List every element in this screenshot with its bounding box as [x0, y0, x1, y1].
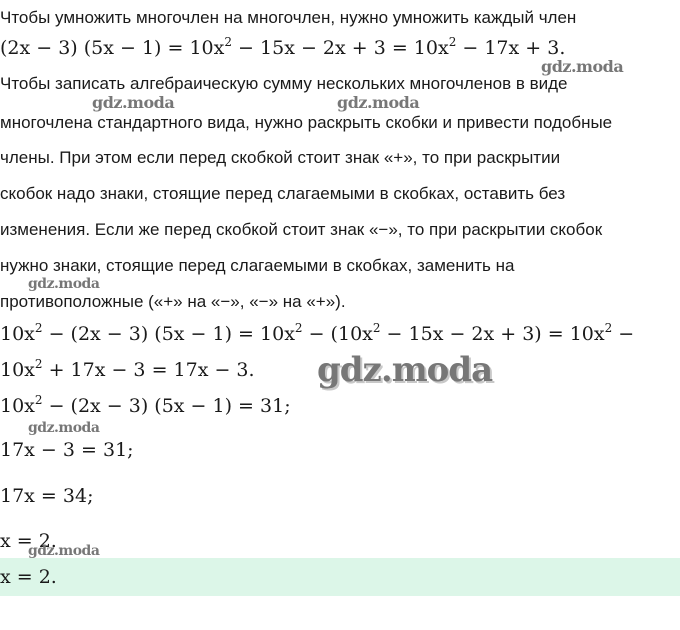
exponent: 2: [604, 321, 613, 335]
answer-highlight: [0, 558, 680, 596]
final-answer: x = 2.: [0, 566, 57, 588]
eq3-part-b: + 17x − 3 = 17x − 3.: [42, 359, 255, 381]
equation-solve-2: 17x − 3 = 31;: [0, 439, 134, 461]
text-line-3: многочлена стандартного вида, нужно раскрыть скобки и привести подобные: [0, 113, 613, 132]
eq2-part-c: − (10x: [302, 323, 373, 345]
equation-solve-4: x = 2.: [0, 530, 57, 552]
exponent: 2: [294, 321, 303, 335]
eq2-part-a: 10x: [0, 323, 35, 345]
text-line-2: Чтобы записать алгебраическую сумму нескольких многочленов в виде: [0, 74, 568, 93]
watermark-logo: gdz.moda: [28, 276, 100, 292]
equation-simplify-1: [0, 322, 634, 346]
exponent: 2: [34, 357, 43, 371]
equation-solve-3: 17x = 34;: [0, 485, 94, 507]
eq3-part-a: 10x: [0, 359, 35, 381]
watermark-logo: gdz.moda: [541, 57, 624, 76]
text-line-4: члены. При этом если перед скобкой стоит знак «+», то при раскрытии: [0, 148, 561, 167]
text-line-7: нужно знаки, стоящие перед слагаемыми в скобках, заменить на: [0, 256, 515, 275]
eq1-part-a: (2x − 3) (5x − 1) = 10x: [0, 37, 225, 59]
text-line-5: скобок надо знаки, стоящие перед слагаемыми в скобках, оставить без: [0, 184, 566, 203]
watermark-logo: gdz.moda: [28, 420, 100, 436]
eq2-part-b: − (2x − 3) (5x − 1) = 10x: [42, 323, 295, 345]
eq1-part-c: − 17x + 3.: [456, 37, 566, 59]
exponent: 2: [448, 35, 457, 49]
text-line-1: Чтобы умножить многочлен на многочлен, нужно умножить каждый член: [0, 8, 577, 27]
watermark-logo-large: gdz.moda: [317, 350, 493, 390]
equation-expansion: [0, 36, 565, 60]
eq4-part-a: 10x: [0, 395, 35, 417]
exponent: 2: [224, 35, 233, 49]
equation-solve-1: [0, 394, 291, 418]
equation-simplify-2: [0, 358, 255, 382]
text-line-8: противоположные («+» на «−», «−» на «+»).: [0, 292, 346, 311]
eq4-part-b: − (2x − 3) (5x − 1) = 31;: [42, 395, 291, 417]
exponent: 2: [372, 321, 381, 335]
exponent: 2: [34, 321, 43, 335]
watermark-logo: gdz.moda: [28, 543, 100, 559]
exponent: 2: [34, 393, 43, 407]
eq1-part-b: − 15x − 2x + 3 = 10x: [232, 37, 449, 59]
text-line-6: изменения. Если же перед скобкой стоит знак «−», то при раскрытии скобок: [0, 220, 603, 239]
eq2-part-e: −: [612, 323, 635, 345]
watermark-logo: gdz.moda: [337, 93, 420, 112]
watermark-logo: gdz.moda: [92, 93, 175, 112]
eq2-part-d: − 15x − 2x + 3) = 10x: [380, 323, 605, 345]
